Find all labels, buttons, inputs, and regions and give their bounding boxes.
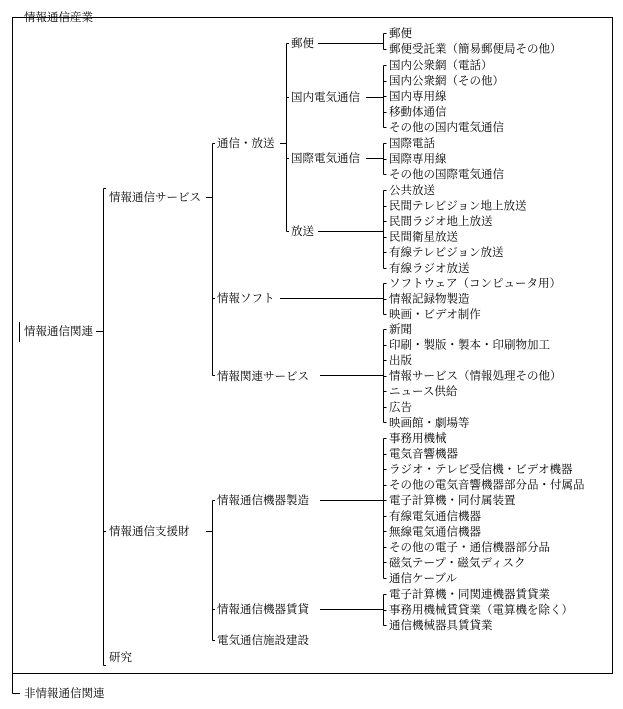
leaf-item-label: ソフトウェア（コンピュータ用）	[389, 276, 562, 290]
leaf-item-label: 磁気テープ・磁気ディスク	[389, 555, 526, 570]
broadcasting-label: 放送	[291, 224, 314, 238]
leaf-item-label: 通信機械器具賃貸業	[389, 618, 493, 633]
leaf-item-label: 移動体通信	[389, 104, 447, 119]
leaf-item-label: 公共放送	[389, 183, 435, 197]
leaf-item-label: 電気音響機器	[389, 446, 458, 461]
research-label: 研究	[109, 650, 132, 664]
leaf-item-label: 有線テレビジョン放送	[389, 245, 504, 260]
leaf-item-label: 電子計算機・同付属装置	[389, 493, 516, 508]
services-label: 情報通信サービス	[109, 190, 201, 204]
leaf-item-label: その他の電気音響機器部分品・付属品	[389, 477, 585, 492]
leaf-item-label: 出版	[389, 353, 412, 368]
leaf-item-label: 情報記録物製造	[389, 291, 470, 306]
leaf-item-label: 民間ラジオ地上放送	[389, 214, 493, 229]
equip-rental-label: 情報通信機器賃貸	[217, 602, 309, 616]
related-services-label: 情報関連サービス	[217, 369, 309, 383]
leaf-item-label: 国内公衆網（電話）	[389, 58, 493, 72]
leaf-item-label: 無線電気通信機器	[389, 524, 481, 539]
root-label: 情報通信産業	[24, 10, 93, 24]
leaf-item-label: 印刷・製版・製本・印刷物加工	[389, 337, 550, 352]
software-label: 情報ソフト	[217, 291, 275, 305]
leaf-item-label: 情報サービス（情報処理その他）	[389, 368, 562, 383]
leaf-item-label: 郵便受託業（簡易郵便局その他）	[389, 41, 562, 56]
leaf-item-label: 有線電気通信機器	[389, 508, 481, 523]
support-label: 情報通信支援財	[109, 524, 190, 538]
leaf-item-label: 事務用機械賃貸業（電算機を除く）	[389, 602, 573, 617]
leaf-item-label: 広告	[389, 399, 412, 414]
leaf-item-label: ラジオ・テレビ受信機・ビデオ機器	[389, 462, 573, 477]
leaf-item-label: その他の国際電気通信	[389, 167, 504, 182]
leaf-item-label: 有線ラジオ放送	[389, 260, 470, 275]
leaf-item-label: 民間テレビジョン地上放送	[389, 198, 527, 213]
leaf-item-label: その他の電子・通信機器部分品	[389, 539, 550, 554]
leaf-item-label: 国内公衆網（その他）	[389, 73, 504, 88]
leaf-item-label: 映画・ビデオ制作	[389, 307, 481, 322]
leaf-item-label: 電子計算機・同関連機器賃貸業	[389, 587, 550, 601]
leaf-item-label: 国内専用線	[389, 89, 447, 104]
leaf-item-label: 映画館・劇場等	[389, 415, 470, 430]
postal-label: 郵便	[291, 36, 314, 50]
construction-label: 電気通信施設建設	[217, 633, 309, 647]
leaf-item-label: その他の国内電気通信	[389, 120, 504, 135]
leaf-item-label: 民間衛星放送	[389, 229, 458, 244]
leaf-item-label: 郵便	[389, 26, 412, 40]
non-ict-label: 非情報通信関連	[24, 686, 105, 700]
leaf-items-layer	[384, 26, 585, 632]
leaf-item-label: 国際専用線	[389, 151, 447, 166]
international-label: 国際電気通信	[291, 151, 360, 165]
leaf-item-label: 事務用機械	[389, 431, 447, 445]
leaf-item-label: 通信ケーブル	[389, 570, 457, 585]
domestic-label: 国内電気通信	[291, 90, 360, 104]
leaf-item-label: ニュース供給	[389, 384, 458, 399]
comm-broadcast-label: 通信・放送	[217, 136, 275, 150]
ict-related-label: 情報通信関連	[24, 324, 93, 338]
leaf-item-label: 新聞	[389, 322, 412, 336]
equip-mfg-label: 情報通信機器製造	[217, 493, 309, 507]
leaf-item-label: 国際電話	[389, 136, 435, 150]
